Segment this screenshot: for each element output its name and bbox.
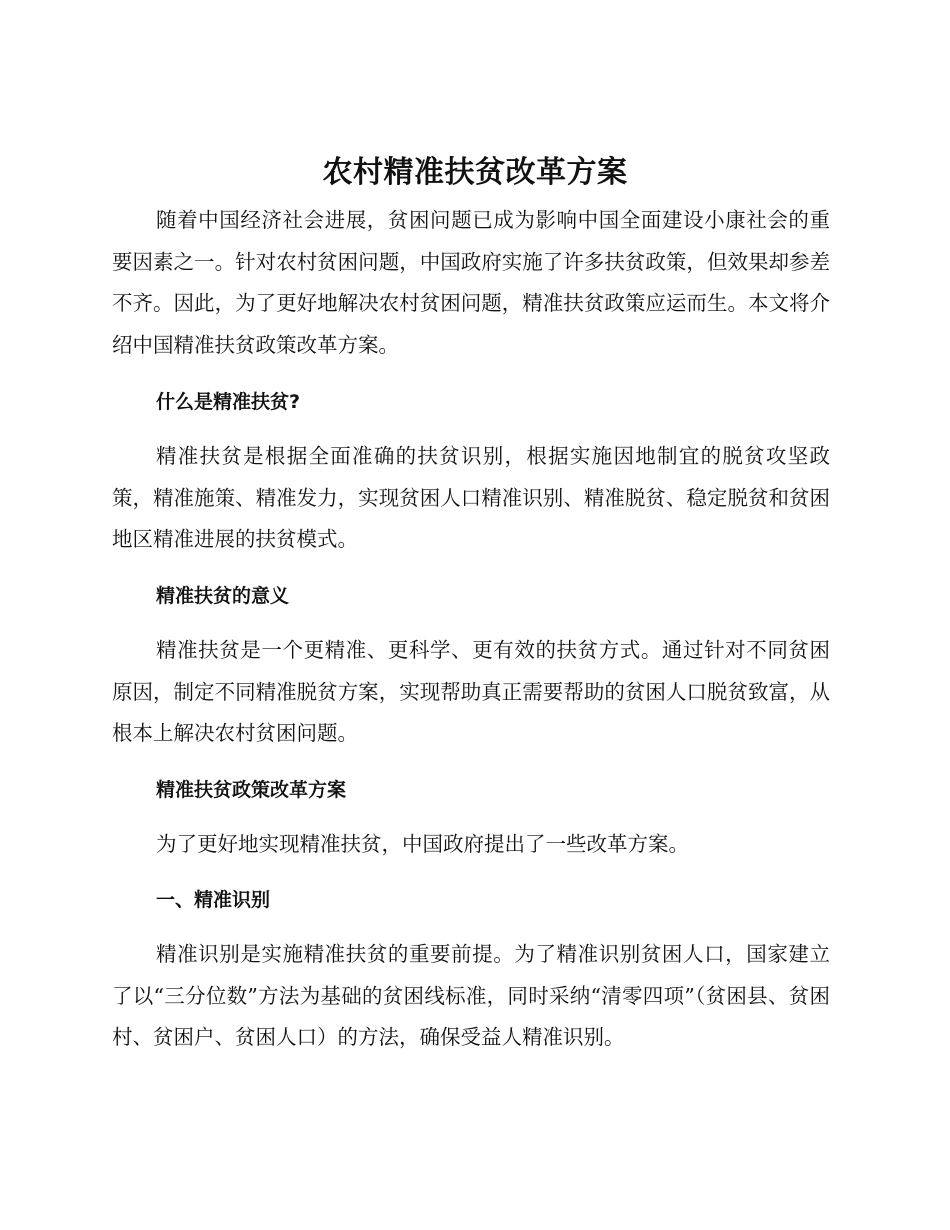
section-paragraph-reform-plan: 为了更好地实现精准扶贫，中国政府提出了一些改革方案。 xyxy=(156,832,689,856)
section-paragraph-what-is: 精准扶贫是根据全面准确的扶贫识别，根据实施因地制宜的脱贫攻坚政策，精准施策、精准发力，实现贫困人口精准识别、精准脱贫、稳定脱贫和贫困地区精准进展的扶贫模式。 xyxy=(112,444,830,551)
section-heading-reform-plan: 精准扶贫政策改革方案 xyxy=(156,779,347,801)
section-heading-what-is: 什么是精准扶贫? xyxy=(156,391,301,413)
document-title: 农村精准扶贫改革方案 xyxy=(322,155,628,190)
section-paragraph-precise-identification: 精准识别是实施精准扶贫的重要前提。为了精准识别贫困人口，国家建立了以“三分位数”方法为基础的贫困线标准，同时采纳“清零四项”（贫困县、贫困村、贫困户、贫困人口）的方法，确保受益人精准识别。 xyxy=(112,942,830,1049)
section-heading-precise-identification: 一、精准识别 xyxy=(156,889,271,911)
section-heading-significance: 精准扶贫的意义 xyxy=(156,585,290,607)
section-paragraph-significance: 精准扶贫是一个更精准、更科学、更有效的扶贫方式。通过针对不同贫困原因，制定不同精准脱贫方案，实现帮助真正需要帮助的贫困人口脱贫致富，从根本上解决农村贫困问题。 xyxy=(112,638,830,745)
intro-paragraph: 随着中国经济社会进展，贫困问题已成为影响中国全面建设小康社会的重要因素之一。针对农村贫困问题，中国政府实施了许多扶贫政策，但效果却参差不齐。因此，为了更好地解决农村贫困问题，精准扶贫政策应运而生。本文将介绍中国精准扶贫政策改革方案。 xyxy=(112,208,830,357)
